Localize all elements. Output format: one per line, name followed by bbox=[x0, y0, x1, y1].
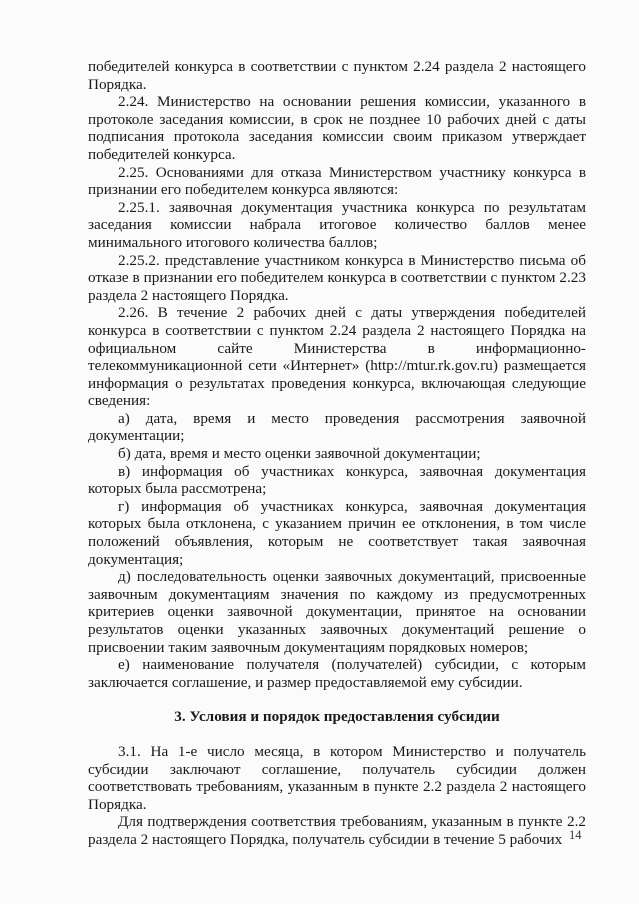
page-number: 14 bbox=[569, 828, 582, 842]
paragraph-confirmation: Для подтверждения соответствия требованиям, указанным в пункте 2.2 раздела 2 настоящего Порядка, получатель субсидии в течение 5 рабочих bbox=[88, 813, 586, 848]
paragraph-2-25-1: 2.25.1. заявочная документация участника конкурса по результатам заседания комиссии набрала итоговое количество баллов менее минимального итогового количества баллов; bbox=[88, 198, 586, 251]
document-body bbox=[88, 58, 586, 849]
paragraph-continuation: победителей конкурса в соответствии с пунктом 2.24 раздела 2 настоящего Порядка. bbox=[88, 58, 586, 93]
list-item-v: в) информация об участниках конкурса, заявочная документация которых была рассмотрена; bbox=[88, 462, 586, 498]
section-title: 3. Условия и порядок предоставления субсидии bbox=[174, 708, 500, 726]
list-item-e: е) наименование получателя (получателей) субсидии, с которым заключается соглашение, и размер предоставляемой ему субсидии. bbox=[88, 656, 586, 691]
paragraph-2-25: 2.25. Основаниями для отказа Министерством участнику конкурса в признании его победителем конкурса являются: bbox=[88, 163, 586, 199]
list-item-b: б) дата, время и место оценки заявочной документации; bbox=[118, 445, 481, 463]
list-item-a: а) дата, время и место проведения рассмотрения заявочной документации; bbox=[88, 409, 586, 445]
paragraph-2-25-2: 2.25.2. представление участником конкурса в Министерство письма об отказе в признании его победителем конкурса в соответствии с пунктом 2.23 раздела 2 настоящего Порядка. bbox=[88, 251, 586, 304]
list-item-d: д) последовательность оценки заявочных документаций, присвоенные заявочным документациям значения по каждому из предусмотренных критериев оценки заявочной документации, принятое на основании результатов оценки указанных заявочных документаций решение о присвоении таким заявочным документациям порядковых номеров; bbox=[88, 568, 586, 656]
paragraph-2-26: 2.26. В течение 2 рабочих дней с даты утверждения победителей конкурса в соответствии с пунктом 2.24 раздела 2 настоящего Порядка на официальном сайте Министерства в информационно-телекоммуникационной сети «Интернет» (http://mtur.rk.gov.ru) размещается информация о результатах проведения конкурса, включающая следующие сведения: bbox=[88, 304, 586, 410]
paragraph-3-1: 3.1. На 1-е число месяца, в котором Министерство и получатель субсидии заключают соглашение, получатель субсидии должен соответствовать требованиям, указанным в пункте 2.2 раздела 2 настоящего Порядка. bbox=[88, 742, 586, 813]
list-item-g: г) информация об участниках конкурса, заявочная документация которых была отклонена, с указанием причин ее отклонения, в том числе положений объявления, которым не соответствует такая заявочная документация; bbox=[88, 497, 586, 568]
paragraph-2-24: 2.24. Министерство на основании решения комиссии, указанного в протоколе заседания комиссии, в срок не позднее 10 рабочих дней с даты подписания протокола заседания комиссии своим приказом утверждает победителей конкурса. bbox=[88, 93, 586, 163]
